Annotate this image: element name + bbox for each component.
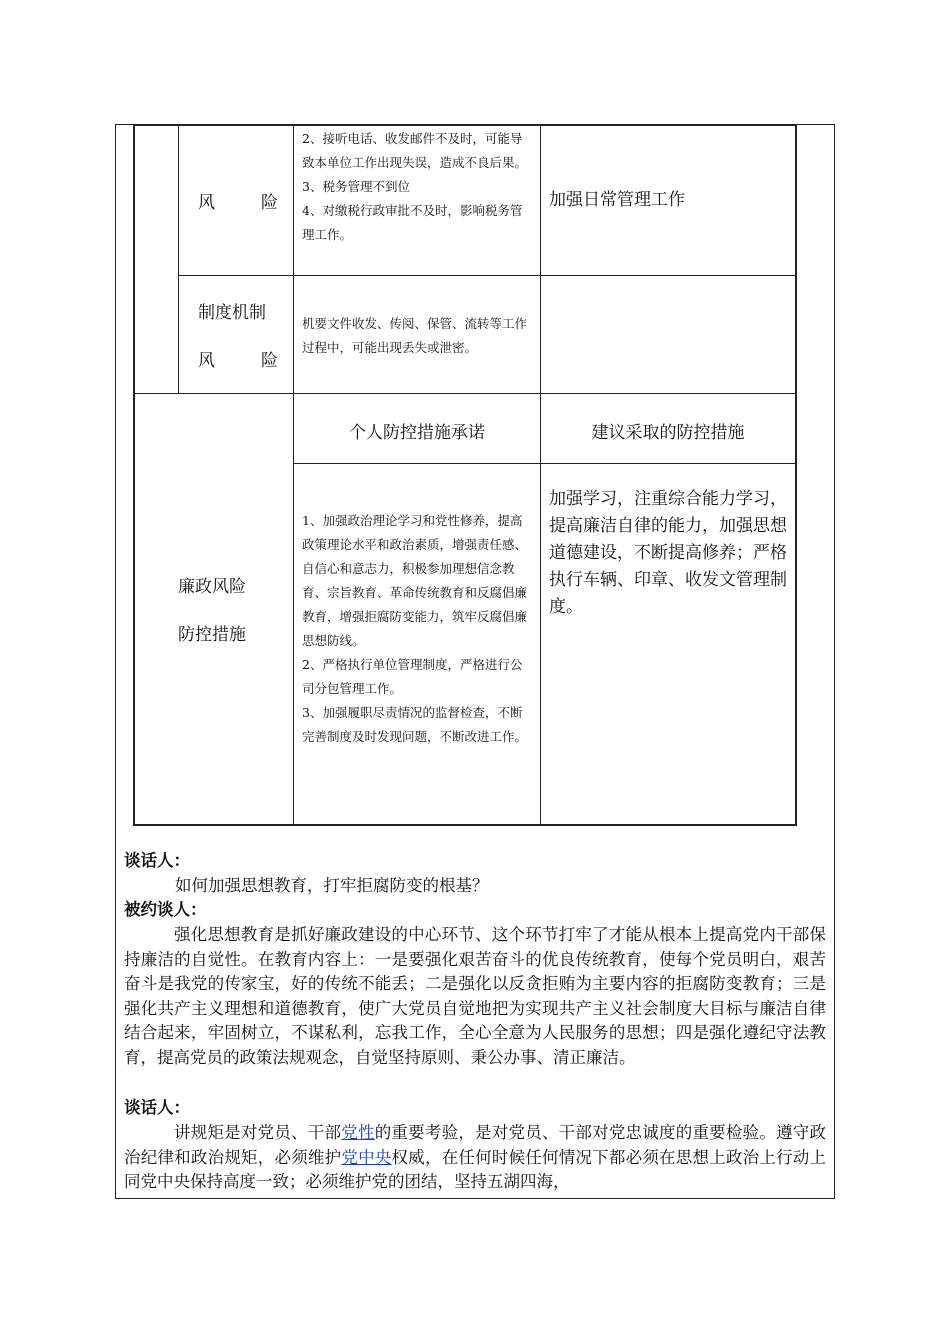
- list-item: 3、税务管理不到位: [302, 179, 410, 194]
- row3-label-line1: 廉政风险: [178, 577, 246, 597]
- outer-right-border: [834, 124, 835, 1199]
- list-item: 4、对缴税行政审批不及时，影响税务管理工作。: [302, 203, 523, 242]
- outer-bottom-border: [115, 1198, 835, 1199]
- row1-label: [198, 188, 278, 213]
- rules-text-a: 讲规矩是对党员、干部: [174, 1123, 342, 1142]
- row-divider-3: [293, 463, 796, 464]
- row2-risk: 机要文件收发、传阅、保管、流转等工作过程中，可能出现丢失或泄密。: [302, 316, 528, 355]
- row2-label-line2: [198, 346, 278, 371]
- row1-label-char1: 风: [198, 193, 215, 213]
- row-divider-2: [133, 393, 797, 394]
- list-item: 1、加强政治理论学习和党性修养，提高政策理论水平和政治素质，增强责任感、自信心和意志力，积极参加理想信念教育、宗旨教育、革命传统教育和反腐倡廉教育，增强拒腐防变能力，筑牢反腐倡廉思想防线。: [302, 513, 528, 648]
- interviewee-label: 被约谈人：: [124, 900, 207, 919]
- speaker-label-2: 谈话人：: [124, 1098, 190, 1117]
- row2-label-char2: 险: [261, 351, 278, 371]
- inner-bottom-border: [133, 824, 797, 826]
- list-item: 2、严格执行单位管理制度，严格进行公司分包管理工作。: [302, 657, 523, 696]
- list-item: 3、加强履职尽责情况的监督检查，不断完善制度及时发现问题，不断改进工作。: [302, 705, 528, 744]
- col-divider-a: [178, 124, 179, 394]
- inner-left-border: [133, 124, 135, 826]
- row2-label-char1: 风: [198, 351, 215, 371]
- row2-label-line1: 制度机制: [198, 303, 266, 323]
- list-item: 2、接听电话、收发邮件不及时，可能导致本单位工作出现失误，造成不良后果。: [302, 131, 528, 170]
- rules-text-c: 权威，在任何时候任何情况下都必须在思想上政治上行动上同党中央保持高度一致；必须维护党的团结，坚持五湖四海，: [124, 1147, 826, 1191]
- question-text: 如何加强思想教育，打牢拒腐防变的根基？: [175, 876, 489, 895]
- central-committee-link[interactable]: 党中央: [341, 1147, 392, 1167]
- row3-suggested: 加强学习，注重综合能力学习，提高廉洁自律的能力，加强思想道德建设，不断提高修养；严格执行车辆、印章、收发文管理制度。: [549, 489, 787, 617]
- answer-paragraph: 强化思想教育是抓好廉政建设的中心环节、这个环节打牢了才能从根本上提高党内干部保持廉洁的自觉性。在教育内容上：一是要强化艰苦奋斗的优良传统教育，使每个党员明白，艰苦奋斗是我党的传家宝，好的传统不能丢；二是强化以反贪拒贿为主要内容的拒腐防变教育；三是强化共产主义理想和道德教育，使广大党员自觉地把为实现共产主义社会制度大目标与廉洁自律结合起来，牢固树立，不谋私利，忘我工作，全心全意为人民服务的思想；四是强化遵纪守法教育，提高党员的政策法规观念，自觉坚持原则、秉公办事、清正廉洁。: [124, 925, 826, 1067]
- party-spirit-link[interactable]: 党性: [341, 1123, 375, 1142]
- col-divider-b: [293, 124, 294, 826]
- row1-risk-list: [302, 127, 534, 247]
- row3-commitments: [302, 509, 534, 749]
- header-commitment: 个人防控措施承诺: [349, 423, 485, 443]
- row3-label-line2: 防控措施: [178, 625, 246, 645]
- col-divider-c: [540, 124, 541, 826]
- rules-paragraph: [124, 1121, 826, 1197]
- outer-left-border: [115, 124, 116, 1199]
- rules-text-b: 的重要考验，是对党员、干部对党忠诚度的重要检验。遵守政治纪律和政治规矩，必须维护: [124, 1123, 826, 1167]
- row-divider-1: [178, 275, 796, 276]
- row1-label-char2: 险: [261, 193, 278, 213]
- inner-right-border: [795, 124, 797, 826]
- row1-measure: 加强日常管理工作: [549, 190, 685, 210]
- inner-top-border: [133, 124, 797, 126]
- speaker-label: 谈话人：: [124, 851, 190, 870]
- header-suggested: 建议采取的防控措施: [591, 423, 745, 443]
